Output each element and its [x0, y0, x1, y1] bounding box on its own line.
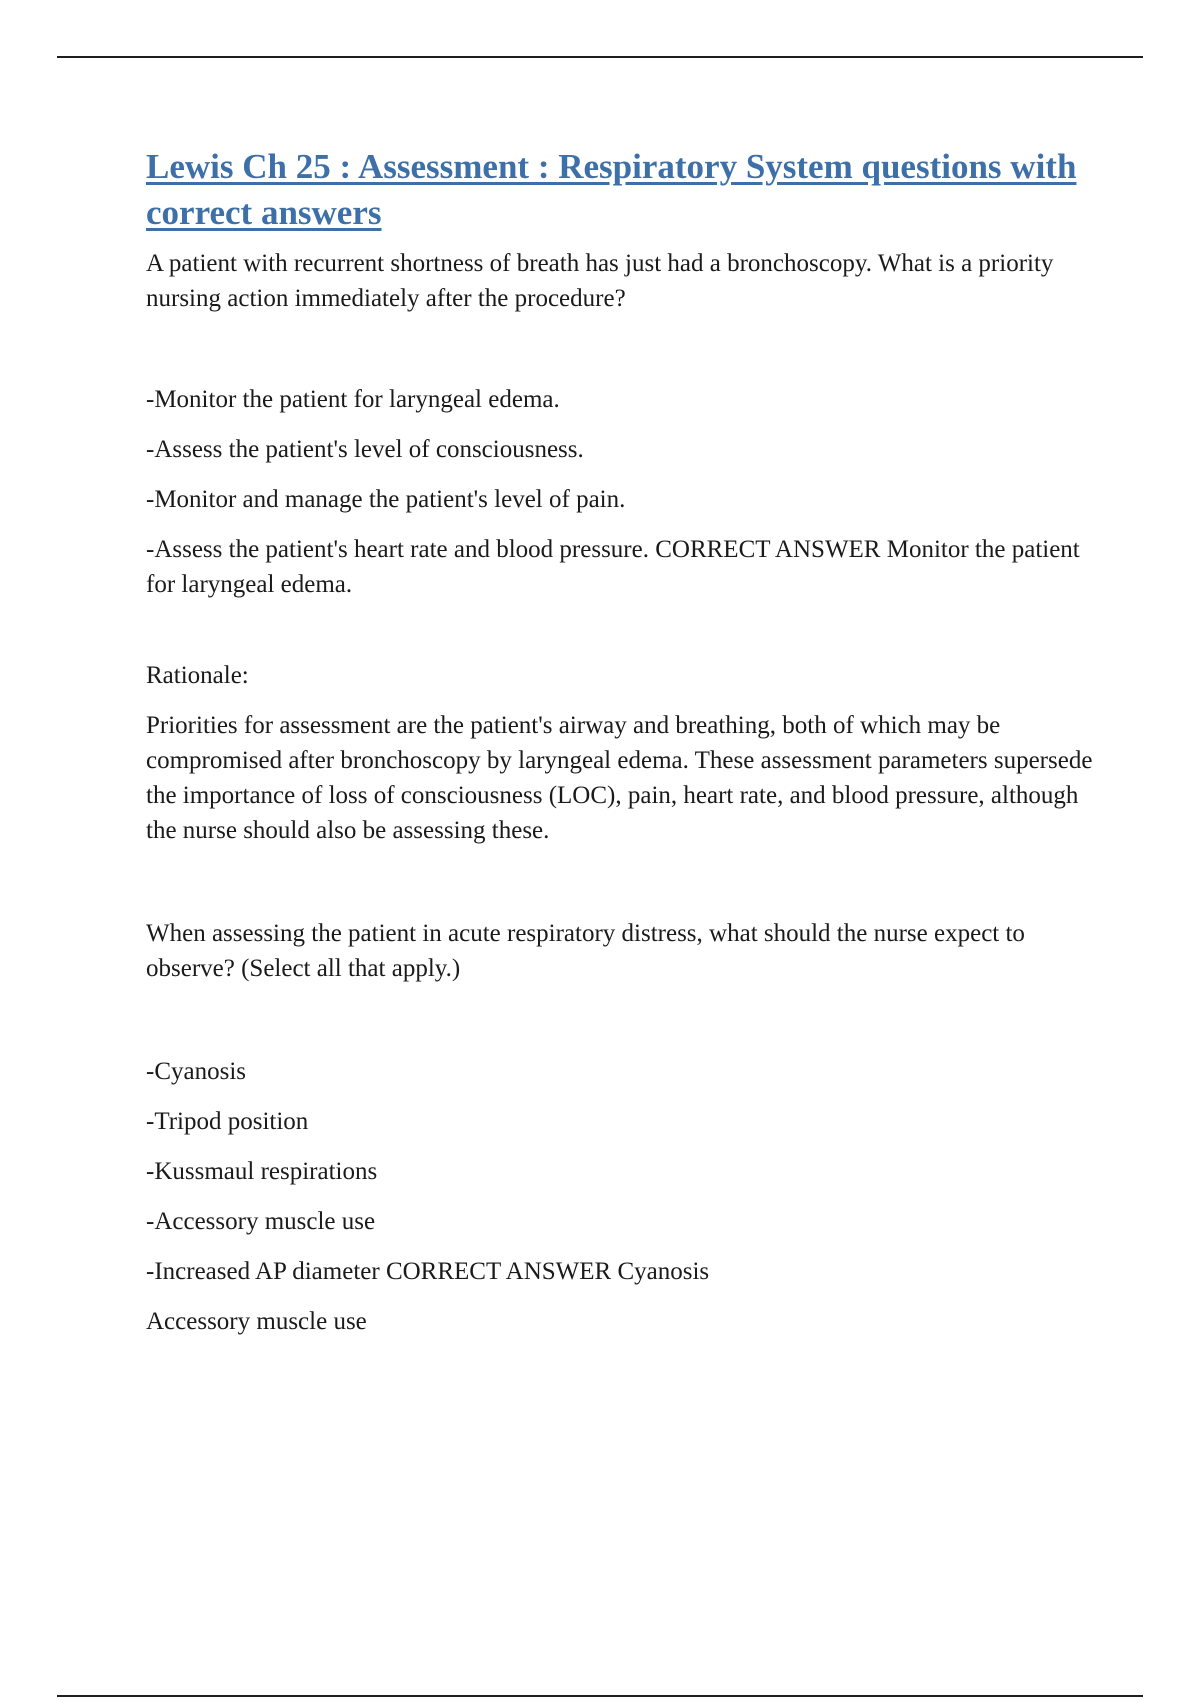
question-1-option: -Monitor the patient for laryngeal edema. — [146, 386, 560, 413]
header-rule — [57, 56, 1143, 58]
question-2-text: When assessing the patient in acute respiratory distress, what should the nurse expect to observe? (Select all that apply.) — [146, 920, 1025, 982]
question-1-option: -Assess the patient's level of consciousness. — [146, 436, 584, 463]
document-title[interactable]: Lewis Ch 25 : Assessment : Respiratory System questions with correct answers — [146, 147, 1077, 232]
question-2-option: -Kussmaul respirations — [146, 1158, 378, 1185]
question-2-answer-continuation: Accessory muscle use — [146, 1308, 367, 1335]
rationale-text: Priorities for assessment are the patient's airway and breathing, both of which may be compromised after bronchoscopy by laryngeal edema. These assessment parameters supersede the importance of loss of consciousness (LOC), pain, heart rate, and blood pressure, although the nurse should also be assessing these. — [146, 712, 1093, 844]
question-1-option: -Monitor and manage the patient's level of pain. — [146, 486, 626, 513]
question-2-option: -Cyanosis — [146, 1058, 246, 1085]
question-1-text: A patient with recurrent shortness of breath has just had a bronchoscopy. What is a priority nursing action immediately after the procedure? — [146, 250, 1054, 312]
question-2-options — [146, 1054, 1096, 1339]
document-body — [146, 144, 1096, 1354]
question-2-option: -Tripod position — [146, 1108, 309, 1135]
footer-rule — [57, 1695, 1143, 1697]
question-2-option-with-answer: -Increased AP diameter CORRECT ANSWER Cyanosis — [146, 1258, 710, 1285]
rationale-label: Rationale: — [146, 662, 249, 689]
question-2-option: -Accessory muscle use — [146, 1208, 376, 1235]
question-1-options — [146, 382, 1096, 602]
question-1-option-with-answer: -Assess the patient's heart rate and blood pressure. CORRECT ANSWER Monitor the patient for laryngeal edema. — [146, 536, 1080, 598]
